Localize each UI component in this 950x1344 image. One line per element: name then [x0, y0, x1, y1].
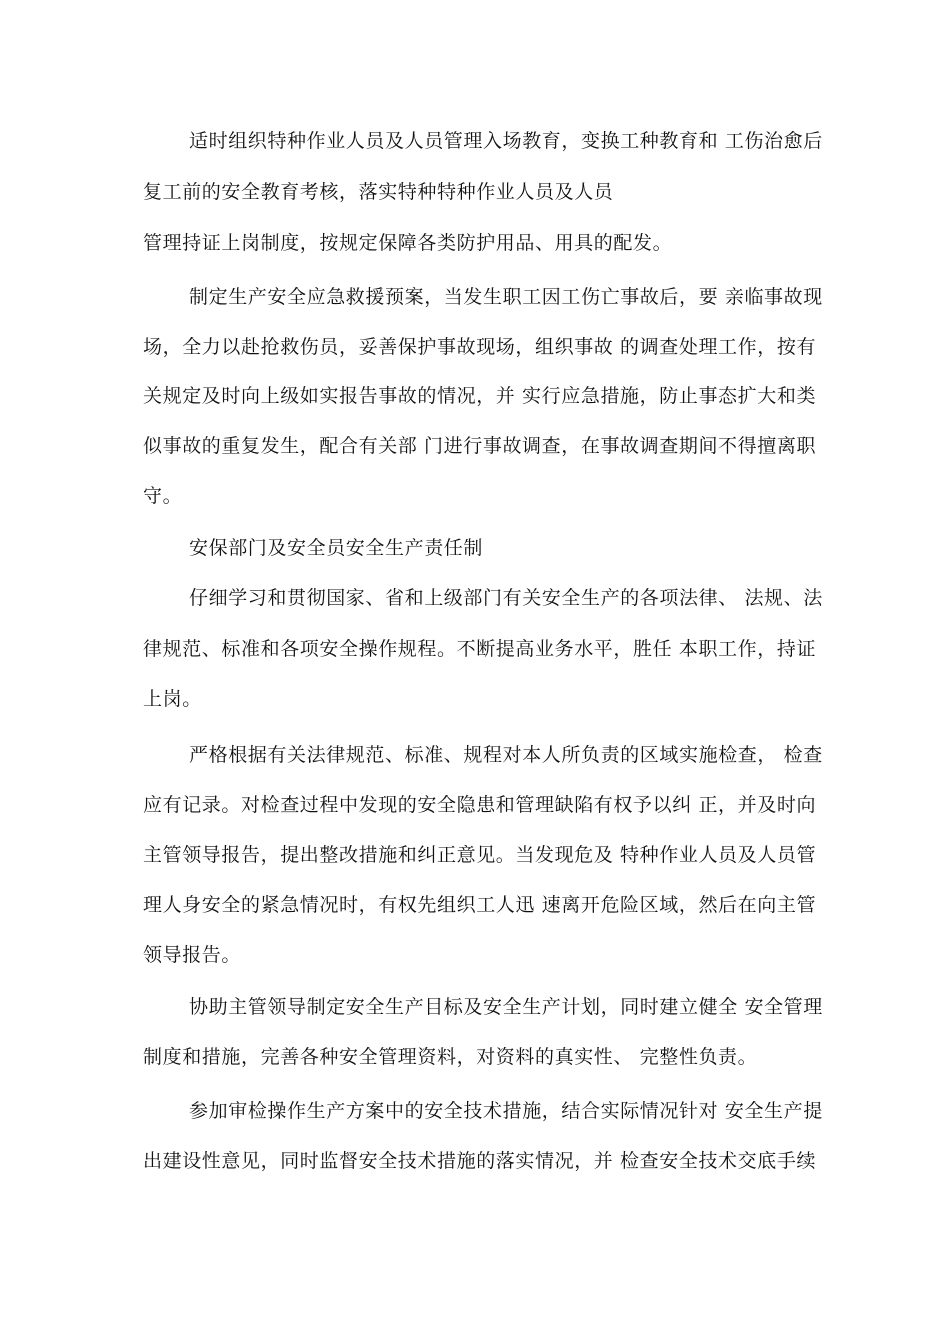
text-line: 出建设性意见，同时监督安全技术措施的落实情况，并 检查安全技术交底手续 [143, 1150, 817, 1172]
text-line: 上岗。 [143, 688, 202, 710]
text-line: 领导报告。 [143, 944, 242, 966]
text-line: 管理持证上岗制度，按规定保障各类防护用品、用具的配发。 [143, 232, 673, 254]
text-line: 制度和措施，完善各种安全管理资料，对资料的真实性、 完整性负责。 [143, 1046, 758, 1068]
text-line: 适时组织特种作业人员及人员管理入场教育，变换工种教育和 工伤治愈后 [189, 130, 823, 152]
text-line: 场，全力以赴抢救伤员，妥善保护事故现场，组织事故 的调查处理工作，按有 [143, 336, 817, 358]
text-line: 严格根据有关法律规范、标准、规程对本人所负责的区域实施检查， 检查 [189, 744, 823, 766]
text-line: 应有记录。对检查过程中发现的安全隐患和管理缺陷有权予以纠 正，并及时向 [143, 794, 817, 816]
text-line: 制定生产安全应急救援预案，当发生职工因工伤亡事故后，要 亲临事故现 [189, 286, 823, 308]
text-line: 复工前的安全教育考核，落实特种特种作业人员及人员 [143, 181, 614, 203]
text-line: 律规范、标准和各项安全操作规程。不断提高业务水平，胜任 本职工作，持证 [143, 638, 817, 660]
text-line: 参加审检操作生产方案中的安全技术措施，结合实际情况针对 安全生产提 [189, 1100, 823, 1122]
section-heading: 安保部门及安全员安全生产责任制 [189, 537, 484, 559]
text-line: 仔细学习和贯彻国家、省和上级部门有关安全生产的各项法律、 法规、法 [189, 587, 823, 609]
text-line: 守。 [143, 485, 183, 507]
text-line: 关规定及时向上级如实报告事故的情况，并 实行应急措施，防止事态扩大和类 [143, 385, 817, 407]
text-line: 似事故的重复发生，配合有关部 门进行事故调查，在事故调查期间不得擅离职 [143, 435, 817, 457]
text-line: 主管领导报告，提出整改措施和纠正意见。当发现危及 特种作业人员及人员管 [143, 844, 817, 866]
text-line: 协助主管领导制定安全生产目标及安全生产计划，同时建立健全 安全管理 [189, 996, 823, 1018]
text-line: 理人身安全的紧急情况时，有权先组织工人迅 速离开危险区域，然后在向主管 [143, 894, 817, 916]
